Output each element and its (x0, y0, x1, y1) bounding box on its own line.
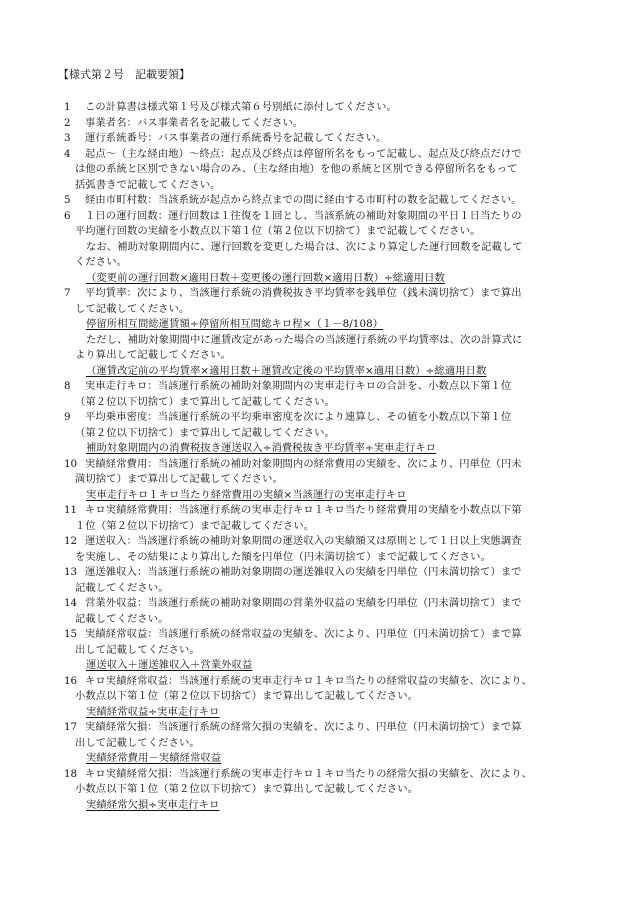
item-formula: 補助対象期間内の消費税抜き運送収入÷消費税抜き平均賃率÷実車走行キロ (86, 442, 437, 454)
item-text: なお、補助対象期間内に、運行回数を変更した場合は、次により算定した運行回数を記載して (86, 240, 523, 253)
item-text: 実績経常欠損：当該運行系統の経常欠損の実績を、次により、円単位（円未満切捨て）まで算 (85, 721, 522, 733)
item-text: 括弧書きで記載してください。 (75, 178, 221, 191)
item-text: より算出して記載してください。 (75, 349, 231, 361)
item-text: ただし、補助対象期間中に運賃改定があった場合の当該運行系統の平均賃率は、次の計算式に (86, 333, 523, 346)
item-formula: 実車走行キロ１キロ当たり経常費用の実績×当該運行の実車走行キロ (86, 488, 407, 501)
item-formula: 実績経常費用－実績経常収益 (86, 752, 222, 764)
item-text: キロ実績経常欠損：当該運行系統の実車走行キロ１キロ当たりの経常欠損の実績を、次により、 (85, 767, 533, 780)
item-text: 小数点以下第１位（第２位以下切捨て）まで算出して記載してください。 (75, 690, 419, 702)
item-number: 9 (64, 411, 71, 423)
item-text: 満切捨て）まで算出して記載してください。 (75, 473, 283, 485)
item-text: （第２位以下切捨て）まで算出して記載してください。 (75, 426, 335, 439)
item-text: 運送雑収入：当該運行系統の補助対象期間の運送雑収入の実績を円単位（円未満切捨て）まで (85, 566, 522, 578)
item-number: 15 (64, 628, 78, 640)
item-number: 10 (64, 457, 78, 470)
item-number: 12 (64, 535, 78, 547)
item-number: 3 (64, 132, 71, 144)
item-text: この計算書は様式第１号及び様式第６号別紙に添付してください。 (85, 101, 397, 113)
item-text: 小数点以下第１位（第２位以下切捨て）まで算出して記載してください。 (75, 783, 419, 795)
item-number: 17 (64, 721, 78, 733)
item-formula: 実績経常収益÷実車走行キロ (86, 705, 220, 718)
item-number: 11 (64, 504, 78, 516)
document-heading: 【様式第２号 記載要領】 (58, 68, 190, 81)
item-text: 運送収入：当該運行系統の補助対象期間の運送収入の実績額又は原則として１日以上実態調査 (85, 535, 522, 547)
item-formula: （変更前の運行回数×適用日数＋変更後の運行回数×適用日数）÷総適用日数 (86, 271, 445, 284)
item-text: 平均賃率：次により、当該運行系統の消費税抜き平均賃率を銭単位（銭未満切捨て）まで算出 (85, 287, 522, 299)
item-text: キロ実績経常収益：当該運行系統の実車走行キロ１キロ当たりの経常収益の実績を、次により、 (85, 674, 533, 687)
item-text: して記載してください。 (75, 302, 190, 315)
item-text: は他の系統と区別できない場合のみ、（主な経由地）を他の系統と区別できる停留所名をもって (75, 163, 518, 175)
item-text: 経由市町村数：当該系統が起点から終点までの間に経由する市町村の数を記載してください。 (85, 194, 522, 206)
item-formula: （運賃改定前の平均賃率×適用日数＋運賃改定後の平均賃率×適用日数）÷総適用日数 (86, 364, 487, 377)
item-text: 出して記載してください。 (75, 643, 200, 656)
item-text: 実績経常費用：当該運行系統の補助対象期間内の経常費用の実績を、次により、円単位（円未 (85, 457, 522, 470)
item-number: 1 (64, 101, 71, 113)
item-number: 2 (64, 116, 71, 129)
item-text: 起点～（主な経由地）～終点：起点及び終点は停留所名をもって記載し、起点及び終点だけで (85, 147, 522, 160)
item-text: 実績経常収益：当該運行系統の経常収益の実績を、次により、円単位（円未満切捨て）まで算 (85, 628, 522, 640)
item-text: １位（第２位以下切捨て）まで記載してください。 (75, 519, 315, 532)
item-number: 18 (64, 767, 78, 780)
item-text: 記載してください。 (75, 612, 169, 625)
item-text: 記載してください。 (75, 581, 169, 594)
item-text: を実施し、その結果により算出した額を円単位（円未満切捨て）まで記載してください。 (75, 550, 491, 563)
item-text: １日の運行回数：運行回数は１往復を１回とし、当該系統の補助対象期間の平日１日当たりの (85, 209, 522, 222)
item-text: （第２位以下切捨て）まで算出して記載してください。 (75, 395, 335, 408)
item-text: 実車走行キロ：当該運行系統の補助対象期間内の実車走行キロの合計を、小数点以下第１位 (85, 380, 512, 392)
item-text: ください。 (75, 256, 127, 268)
item-text: 運行系統番号：バス事業者の運行系統番号を記載してください。 (85, 132, 387, 144)
item-formula: 停留所相互間総運賃額÷停留所相互間総キロ程×（１－8/108） (86, 318, 384, 330)
item-number: 6 (64, 209, 71, 222)
item-number: 14 (64, 597, 78, 609)
item-text: 平均乗車密度：当該運行系統の平均乗車密度を次により連算し、その値を小数点以下第１位 (85, 411, 512, 423)
item-number: 8 (64, 380, 71, 392)
item-text: 出して記載してください。 (75, 736, 200, 749)
item-number: 16 (64, 674, 78, 687)
item-number: 7 (64, 287, 71, 299)
item-number: 5 (64, 194, 71, 206)
item-formula: 運送収入＋運送雑収入＋営業外収益 (86, 659, 253, 671)
item-text: 事業者名：バス事業者名を記載してください。 (85, 116, 304, 129)
item-text: キロ実績経常費用：当該運行系統の実車走行キロ１キロ当たり経常費用の実績を小数点以下第 (85, 504, 522, 516)
item-number: 4 (64, 147, 71, 160)
item-text: 平均運行回数の実績を小数点以下第１位（第２位以下切捨て）まで記載してください。 (75, 225, 481, 237)
item-text: 営業外収益：当該運行系統の補助対象期間の営業外収益の実績を円単位（円未満切捨て）まで (85, 597, 522, 609)
item-number: 13 (64, 566, 78, 578)
item-formula: 実績経常欠損÷実車走行キロ (86, 798, 220, 811)
